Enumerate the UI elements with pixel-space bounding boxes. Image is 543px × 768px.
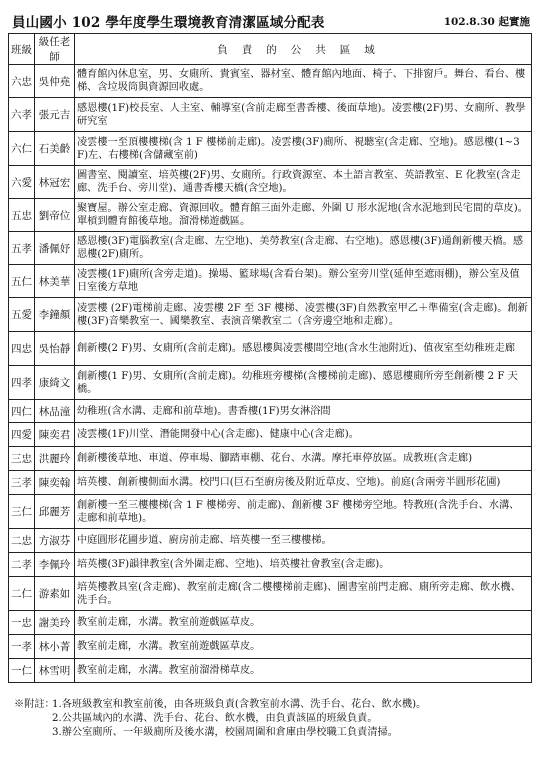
class-cell: 四忠 [9, 332, 35, 366]
class-cell: 一忠 [9, 611, 35, 635]
table-row [9, 232, 532, 265]
teacher-cell: 張元吉 [35, 98, 75, 132]
area-cell: 教室前走廊，水溝。教室前遊戲區草皮。 [75, 611, 532, 635]
class-cell: 六忠 [9, 65, 35, 98]
teacher-cell: 林小菁 [35, 635, 75, 659]
class-cell: 三仁 [9, 495, 35, 529]
column-header-teacher: 級任老師 [35, 34, 75, 65]
table-row [9, 529, 532, 553]
class-cell: 五仁 [9, 265, 35, 298]
class-cell: 一孝 [9, 635, 35, 659]
area-cell: 中庭圓形花圃步道、廚房前走廊、培英樓一至三樓樓梯。 [75, 529, 532, 553]
area-cell: 圖書室、閱讀室、培英樓(2F)男、女廁所。行政資源室、本土語言教室、英語教室、E 化教室(含走廊、洗手台、旁川堂)、通書香樓天橋(含空地)。 [75, 166, 532, 199]
table-row [9, 98, 532, 132]
table-row [9, 553, 532, 577]
notes-prefix: ※附註： [14, 699, 55, 710]
class-cell: 三忠 [9, 447, 35, 471]
area-cell: 教室前走廊，水溝。教室前溜滑梯草皮。 [75, 659, 532, 683]
area-cell: 培英樓(3F)韻律教室(含外圍走廊、空地)、培英樓社會教室(含走廊)。 [75, 553, 532, 577]
table-row [9, 166, 532, 199]
teacher-cell: 李鐘顏 [35, 298, 75, 332]
class-cell: 四孝 [9, 366, 35, 400]
table-row [9, 635, 532, 659]
teacher-cell: 劉帝位 [35, 199, 75, 232]
note-row [14, 698, 534, 712]
table-row [9, 298, 532, 332]
class-cell: 二孝 [9, 553, 35, 577]
note-item: 3.辦公室廁所、一年級廁所及後水溝，校園周圍和倉庫由學校職工負責清掃。 [52, 727, 398, 738]
teacher-cell: 林美華 [35, 265, 75, 298]
table-body [9, 65, 532, 683]
table-header-row [9, 34, 532, 65]
table-row [9, 447, 532, 471]
table-row [9, 332, 532, 366]
teacher-cell: 謝美玲 [35, 611, 75, 635]
table-row [9, 366, 532, 400]
teacher-cell: 潘佩妤 [35, 232, 75, 265]
table-row [9, 400, 532, 423]
effective-date: 102.8.30 起實施 [443, 16, 530, 28]
class-cell: 一仁 [9, 659, 35, 683]
note-item: 1.各班級教室和教室前後，由各班級負責(含教室前水溝、洗手台、花台、飲水機)。 [52, 699, 427, 710]
table-row [9, 132, 532, 166]
area-cell: 教室前走廊，水溝。教室前遊戲區草皮。 [75, 635, 532, 659]
teacher-cell: 方淑芬 [35, 529, 75, 553]
table-row [9, 611, 532, 635]
area-cell: 凌雲樓(1F)川堂、潛能開發中心(含走廊)、健康中心(含走廊)。 [75, 423, 532, 447]
table-row [9, 495, 532, 529]
area-cell: 感恩樓(3F)電腦教室(含走廊、左空地)、美勞教室(含走廊、右空地)。感恩樓(3F)通創新樓天橋。感恩樓(2F)廁所。 [75, 232, 532, 265]
table-row [9, 659, 532, 683]
area-cell: 感恩樓(1F)校長室、人主室、輔導室(含前走廊至書香樓、後面草地)。凌雲樓(2F)男、女廁所、教學研究室 [75, 98, 532, 132]
table-row [9, 471, 532, 495]
class-cell: 四愛 [9, 423, 35, 447]
class-cell: 二忠 [9, 529, 35, 553]
teacher-cell: 洪麗玲 [35, 447, 75, 471]
area-cell: 幼稚班(含水溝、走廊和前草地)。書香樓(1F)男女淋浴間 [75, 400, 532, 423]
table-row [9, 265, 532, 298]
class-cell: 六孝 [9, 98, 35, 132]
area-cell: 培英樓教具室(含走廊)、教室前走廊(含二樓樓梯前走廊)、圖書室前門走廊、廁所旁走廊、飲水機、洗手台。 [75, 577, 532, 611]
note-row [14, 712, 534, 726]
area-cell: 凌雲樓(1F)廁所(含旁走道)。操場、籃球場(含看台架)。辦公室旁川堂(延伸至遮雨棚)，辦公室及值日室後方草地 [75, 265, 532, 298]
teacher-cell: 李佩玲 [35, 553, 75, 577]
document-header [12, 8, 530, 32]
teacher-cell: 陳奕君 [35, 423, 75, 447]
teacher-cell: 康綺文 [35, 366, 75, 400]
area-cell: 凌雲樓 (2F)電梯前走廊、凌雲樓 2F 至 3F 樓梯、凌雲樓(3F)自然教室甲乙＋準備室(含走廊)。創新樓(3F)音樂教室一、國樂教室、表演音樂教室二（含旁邊空地和走廊）。 [75, 298, 532, 332]
class-cell: 二仁 [9, 577, 35, 611]
teacher-cell: 林冠宏 [35, 166, 75, 199]
class-cell: 五忠 [9, 199, 35, 232]
table-row [9, 199, 532, 232]
class-cell: 六仁 [9, 132, 35, 166]
column-header-area: 負責的公共區域 [75, 34, 532, 65]
teacher-cell: 游素如 [35, 577, 75, 611]
teacher-cell: 林雪明 [35, 659, 75, 683]
note-row [14, 726, 534, 740]
area-cell: 聚寶屋。辦公室走廊、資源回收。體育館三面外走廊、外圍 U 形水泥地(含水泥地到民宅間的草皮)。單槓到體育館後草地。溜滑梯遊戲區。 [75, 199, 532, 232]
class-cell: 五孝 [9, 232, 35, 265]
table-row [9, 65, 532, 98]
note-item: 2.公共區域內的水溝、洗手台、花台、飲水機，由負責該區的班級負責。 [52, 713, 378, 724]
document-title: 員山國小 102 學年度學生環境教育清潔區域分配表 [12, 15, 325, 31]
table-row [9, 577, 532, 611]
class-cell: 五愛 [9, 298, 35, 332]
column-header-class: 班級 [9, 34, 35, 65]
teacher-cell: 陳奕翰 [35, 471, 75, 495]
notes-section [14, 698, 534, 740]
teacher-cell: 石美齡 [35, 132, 75, 166]
teacher-cell: 林品潼 [35, 400, 75, 423]
class-cell: 六愛 [9, 166, 35, 199]
class-cell: 三孝 [9, 471, 35, 495]
table-row [9, 423, 532, 447]
area-cell: 創新樓(2 F)男、女廁所(含前走廊)。感恩樓與凌雲樓間空地(含水生池附近)、值夜室至幼稚班走廊 [75, 332, 532, 366]
area-cell: 體育館內休息室，男、女廁所、貴賓室、器材室、體育館內地面、椅子、下排窗戶。舞台、看台、樓梯、含垃圾筒與資源回收處。 [75, 65, 532, 98]
area-cell: 創新樓後草地、車道、停車場、腳踏車棚、花台、水溝。摩托車停放區。成教班(含走廊) [75, 447, 532, 471]
area-cell: 培英樓、創新樓側面水溝。校門口(巨石至廚房後及附近草皮、空地)。前庭(含兩旁半圓形花圃) [75, 471, 532, 495]
area-cell: 創新樓(1 F)男、女廁所(含前走廊)。幼稚班旁樓梯(含樓梯前走廊)、感恩樓廁所旁至創新樓 2 F 天橋。 [75, 366, 532, 400]
area-cell: 創新樓一至三樓樓梯(含 1 F 樓梯旁、前走廊)、創新樓 3F 樓梯旁空地。特教班(含洗手台、水溝、走廊和前草地)。 [75, 495, 532, 529]
teacher-cell: 邱麗芳 [35, 495, 75, 529]
teacher-cell: 吳怡靜 [35, 332, 75, 366]
class-cell: 四仁 [9, 400, 35, 423]
teacher-cell: 吳仲堯 [35, 65, 75, 98]
cleaning-allocation-table [8, 33, 532, 683]
area-cell: 凌雲樓一至頂樓樓梯(含 1 F 樓梯前走廊)。凌雲樓(3F)廁所、視聽室(含走廊、空地)。感恩樓(1~3F)左、右樓梯(含儲藏室前) [75, 132, 532, 166]
